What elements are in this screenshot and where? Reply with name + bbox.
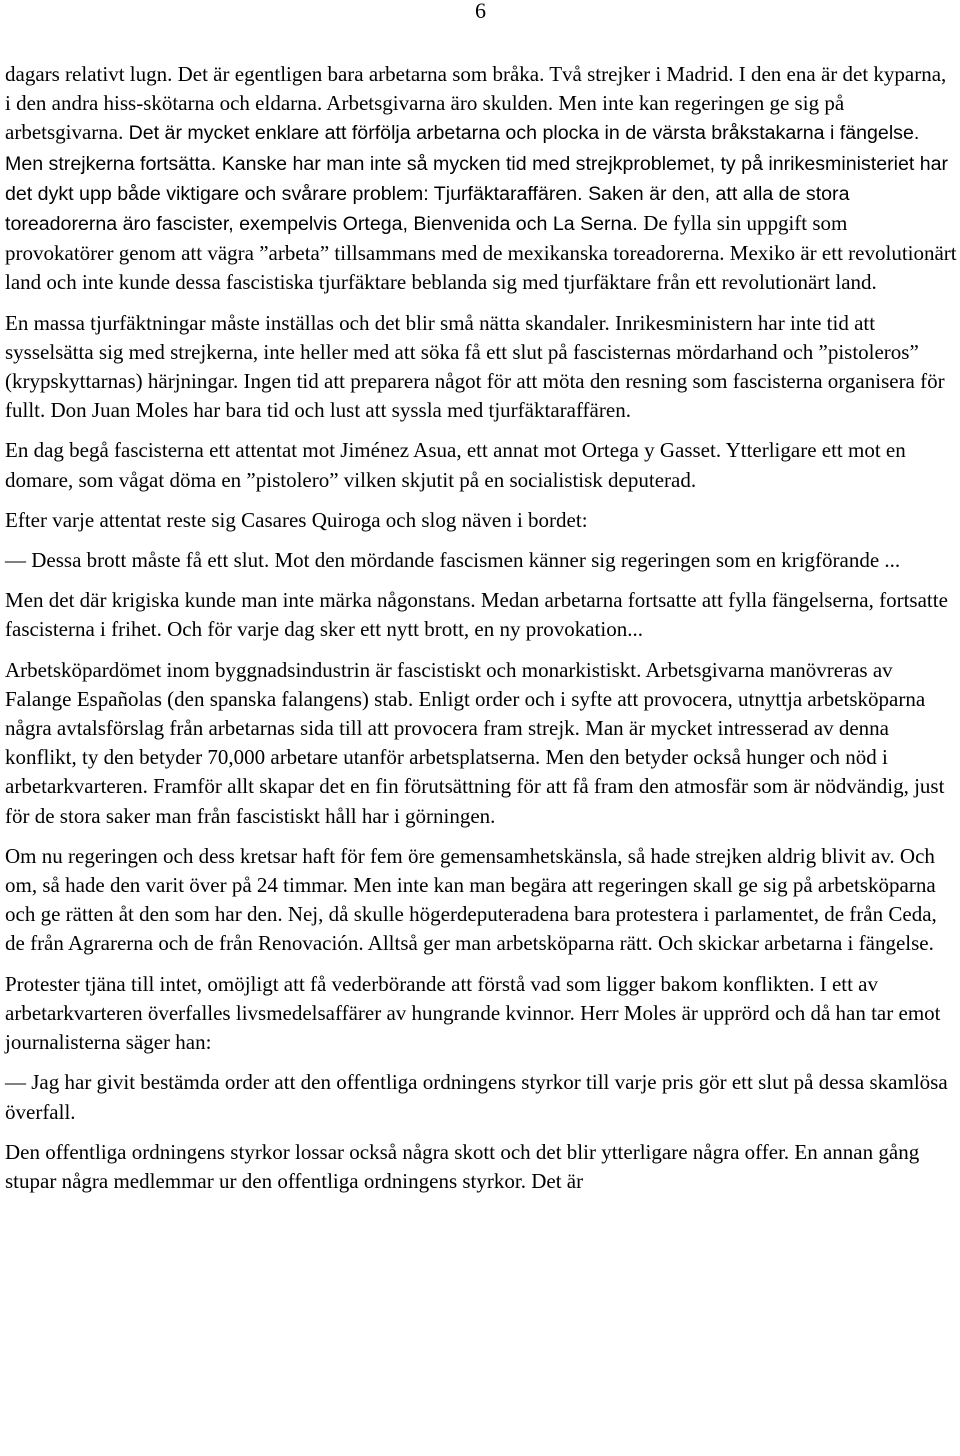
text-segment: — Jag har givit bestämda order att den offentliga ordningens styrkor till varje pris gör ett slut på dessa skamlösa överfall. xyxy=(5,1070,948,1124)
text-segment: Efter varje attentat reste sig Casares Quiroga och slog näven i bordet: xyxy=(5,507,588,532)
paragraph-p5 xyxy=(5,546,957,575)
paragraph-p3 xyxy=(5,436,957,494)
text-segment: — Dessa brott måste få ett slut. Mot den mördande fascismen känner sig regeringen som en krigförande ... xyxy=(5,548,901,573)
text-segment: Den offentliga ordningens styrkor lossar också några skott och det blir ytterligare några offer. En annan gång stupar några medlemmar ur den offentliga ordningens styrkor. Det är xyxy=(5,1139,920,1193)
text-segment: Men det där krigiska kunde man inte märka någonstans. Medan arbetarna fortsatte att fylla fängelserna, fortsatte fascisterna i frihet. Och för varje dag sker ett nytt brott, en ny provokation... xyxy=(5,588,948,642)
paragraph-p8 xyxy=(5,842,957,959)
paragraph-p7 xyxy=(5,656,957,831)
paragraph-p2 xyxy=(5,309,957,426)
text-segment: En massa tjurfäktningar måste inställas och det blir små nätta skandaler. Inrikesministern har inte tid att sysselsätta sig med strejkerna, inte heller med att söka få ett slut på fascisternas mördarhand och ”pistoleros” (krypskyttarnas) härjningar. Ingen tid att preparera något för att möta den resning som fascisterna organisera för fullt. Don Juan Moles har bara tid och lust att syssla med tjurfäktaraffären. xyxy=(5,310,945,423)
paragraph-p10 xyxy=(5,1068,957,1126)
paragraph-p4 xyxy=(5,506,957,535)
text-segment: Kanske har man inte så mycken tid med strejkproblemet, ty på inrikesministeriet har det dykt upp både viktigare och svårare problem: Tjurfäktaraffären. xyxy=(5,152,949,205)
text-segment: Om nu regeringen och dess kretsar haft för fem öre gemensamhetskänsla, så hade strejken aldrig blivit av. Och om, så hade den varit över på 24 timmar. Men inte kan man begära att regeringen skall ge sig på arbetsköparna och ge rätten åt den som har den. Nej, då skulle högerdeputeradena bara protestera i parlamentet, de från Ceda, de från Agrarerna och de från Renovación. Alltså ger man arbetsköparna rätt. Och skickar arbetarna i fängelse. xyxy=(5,843,937,956)
text-segment: De fylla sin uppgift som provokatörer genom att vägra ”arbeta” tillsammans med de mexikanska toreadorerna. Mexiko är ett revolutionärt land och inte kunde dessa fascistiska tjurfäktare beblanda sig med tjurfäktare från ett revolutionärt land. xyxy=(5,211,957,295)
text-segment: Arbetsköpardömet inom byggnadsindustrin är fascistiskt och monarkistiskt. Arbetsgivarna manövreras av Falange Españolas (den spanska falangens) stab. Enligt order och i syfte att provocera, utnyttja arbetsköparna några avtalsförslag från arbetarnas sida till att provocera fram strejk. Man är mycket intresserad av denna konflikt, ty den betyder 70,000 arbetare utanför arbetsplatserna. Men den betyder också hunger och nöd i arbetarkvarteren. Framför allt skapar det en fin förutsättning för att få fram den atmosfär som är nödvändig, just för de stora saker man från fascistiskt håll har i görningen. xyxy=(5,657,945,828)
text-segment: dagars relativt lugn. Det är egentligen bara arbetarna som bråka. Två strejker i Madrid. I den ena är det kyparna, i den andra hiss-skötarna och eldarna. Arbetsgivarna äro skulden. Men inte kan regeringen ge sig på arbetsgivarna. xyxy=(5,62,947,145)
page-number: 6 xyxy=(475,0,486,23)
text-segment: Det är mycket enklare att förfölja arbetarna och plocka in de värsta bråkstakarna i fängelse. Men strejkerna fortsätta. xyxy=(5,122,920,175)
paragraph-p11 xyxy=(5,1138,957,1196)
paragraph-p9 xyxy=(5,970,957,1058)
document-body xyxy=(5,60,957,1207)
paragraph-p1 xyxy=(5,60,957,298)
text-segment: Saken är den, att alla de stora toreadorerna äro fascister, exempelvis Ortega, Bienvenida och La Serna. xyxy=(5,182,850,236)
text-segment: Protester tjäna till intet, omöjligt att få vederbörande att förstå vad som ligger bakom konflikten. I ett av arbetarkvarteren överfalles livsmedelsaffärer av hungrande kvinnor. Herr Moles är upprörd och då han tar emot journalisterna säger han: xyxy=(5,971,941,1055)
text-segment: En dag begå fascisterna ett attentat mot Jiménez Asua, ett annat mot Ortega y Gasset. Ytterligare ett mot en domare, som vågat döma en ”pistolero” vilken skjutit på en socialistisk deputerad. xyxy=(5,438,906,492)
paragraph-p6 xyxy=(5,586,957,644)
